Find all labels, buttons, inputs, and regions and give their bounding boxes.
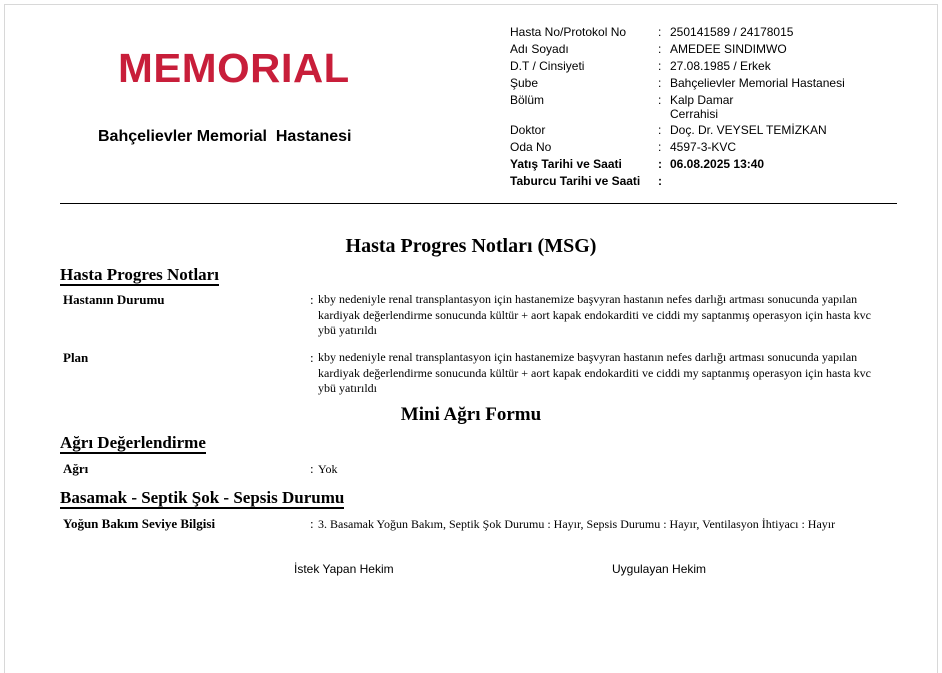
page-frame: [4, 4, 938, 673]
info-label: Doktor: [510, 123, 546, 137]
pain-value: Yok: [318, 462, 338, 476]
info-label: Hasta No/Protokol No: [510, 25, 627, 39]
field-colon: :: [310, 292, 314, 307]
mini-pain-form-title: Mini Ağrı Formu: [400, 404, 542, 425]
info-value: Kalp Damar Cerrahisi: [670, 93, 734, 121]
section-heading-pain: Ağrı Değerlendirme: [60, 433, 206, 452]
info-label: D.T / Cinsiyeti: [510, 59, 585, 73]
field-colon: :: [310, 516, 314, 531]
pain-label: Ağrı: [63, 461, 89, 476]
info-value: Bahçelievler Memorial Hastanesi: [670, 76, 845, 90]
info-colon: :: [658, 157, 662, 171]
info-value: 250141589 / 24178015: [670, 25, 794, 39]
hospital-status-text: kby nedeniyle renal transplantasyon için hastanemize başvyran hastanın nefes darlığı artması sonucunda yapılan kardiyak değerlendirme sonucunda kültür + aort kapak endokarditi ve ciddi my saptanmış operasyon için hasta kvc ybü yatırıldı: [318, 292, 871, 337]
applying-physician-label: Uygulayan Hekim: [612, 562, 707, 576]
info-label: Yatış Tarihi ve Saati: [510, 157, 622, 171]
info-colon: :: [658, 76, 662, 90]
info-colon: :: [658, 93, 662, 107]
plan-label: Plan: [63, 350, 89, 365]
section-heading-septic: Basamak - Septik Şok - Sepsis Durumu: [60, 488, 345, 507]
info-colon: :: [658, 42, 662, 56]
field-colon: :: [310, 461, 314, 476]
section-heading-progress: Hasta Progres Notları: [60, 265, 219, 284]
memorial-logo: MEMORIAL: [118, 45, 350, 91]
info-value: 4597-3-KVC: [670, 140, 737, 154]
field-colon: :: [310, 350, 314, 365]
info-colon: :: [658, 25, 662, 39]
info-label: Bölüm: [510, 93, 545, 107]
info-value: 06.08.2025 13:40: [670, 157, 765, 171]
info-label: Oda No: [510, 140, 552, 154]
icu-level-label: Yoğun Bakım Seviye Bilgisi: [63, 516, 216, 531]
requesting-physician-label: İstek Yapan Hekim: [294, 562, 394, 576]
document-title: Hasta Progres Notları (MSG): [345, 235, 597, 257]
hospital-status-label: Hastanın Durumu: [63, 292, 165, 307]
info-value: 27.08.1985 / Erkek: [670, 59, 771, 73]
info-value: AMEDEE SINDIMWO: [670, 42, 787, 56]
plan-text: kby nedeniyle renal transplantasyon için hastanemize başvyran hastanın nefes darlığı artması sonucunda yapılan kardiyak değerlendirme sonucunda kültür + aort kapak endokarditi ve ciddi my saptanmış operasyon için hasta kvc ybü yatırıldı: [318, 350, 871, 395]
info-label: Şube: [510, 76, 539, 90]
info-value: Doç. Dr. VEYSEL TEMİZKAN: [670, 123, 827, 137]
info-colon: :: [658, 140, 662, 154]
hospital-name: Bahçelievler Memorial Hastanesi: [98, 128, 352, 145]
info-colon: :: [658, 174, 662, 188]
info-label: Taburcu Tarihi ve Saati: [510, 174, 641, 188]
info-colon: :: [658, 59, 662, 73]
header-divider: [60, 203, 897, 204]
info-colon: :: [658, 123, 662, 137]
icu-level-value: 3. Basamak Yoğun Bakım, Septik Şok Durumu : Hayır, Sepsis Durumu : Hayır, Ventilasyon İhtiyacı : Hayır: [318, 517, 836, 531]
info-label: Adı Soyadı: [510, 42, 569, 56]
